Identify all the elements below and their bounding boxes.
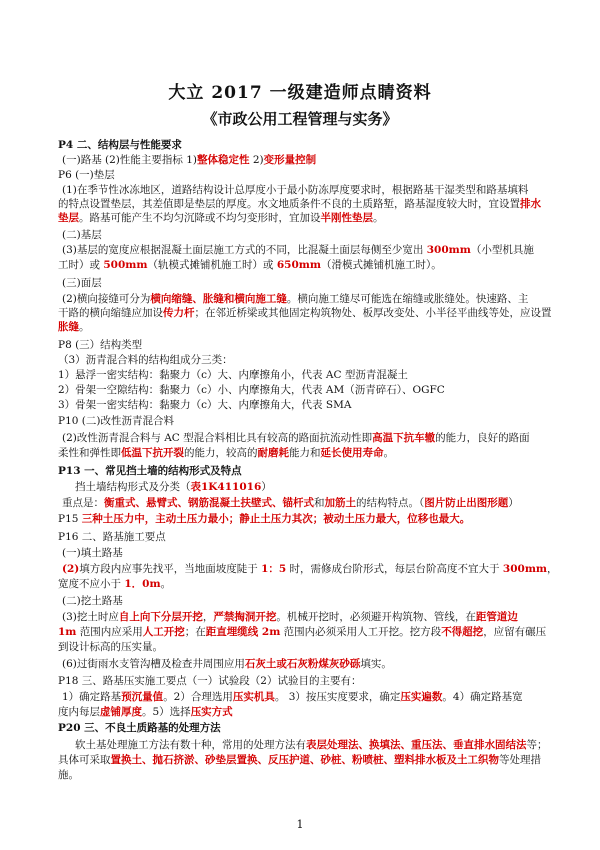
text-line: 度内每层虚铺厚度。5）选择压实方式 — [58, 706, 233, 718]
text-line: 宽度不应小于 1．0m。 — [58, 578, 172, 590]
document-title: 大立 2017 一级建造师点睛资料 — [168, 83, 432, 103]
text-line: (一)路基 (2)性能主要指标 1)整体稳定性 2)变形量控制 — [62, 154, 317, 166]
section-heading: (二)挖土路基 — [62, 595, 123, 607]
section-heading: (一)填土路基 — [62, 547, 123, 559]
text-line: （3）沥青混合料的结构组成分三类： — [58, 354, 233, 366]
section-heading: P10 (二)改性沥青混合料 — [58, 415, 174, 427]
text-line: 1）悬浮一密实结构：黏聚力（c）大、内摩擦角小，代表 AC 型沥青混凝土 — [58, 369, 408, 381]
text-line: (2)改性沥青混合料与 AC 型混合料相比具有较高的路面抗流动性即高温下抗车辙的能力，良好的路面 — [62, 432, 530, 444]
text-line: 的特点设置垫层，其差值即是垫层的厚度。水文地质条件不良的土质路堑，路基湿度较大时，宜设置排水 — [58, 198, 541, 210]
document-subtitle: 《市政公用工程管理与实务》 — [202, 110, 398, 128]
section-heading: P20 三、不良土质路基的处理方法 — [58, 722, 221, 734]
section-heading: P18 三、路基压实施工要点（一）试验段（2）试验目的主要有： — [58, 675, 362, 687]
text-line: (6)过街雨水支管沟槽及检查井周围应用石灰土或石灰粉煤灰砂砾填实。 — [62, 658, 392, 670]
section-heading: (二)基层 — [62, 229, 102, 241]
text-line: 施。 — [58, 769, 79, 781]
section-heading: (三)面层 — [62, 277, 102, 289]
text-line: (2)填方段内应事先找平，当地面坡度陡于 1：5 时，需修成台阶形式，每层台阶高度不宜大于 300mm， — [62, 563, 558, 575]
text-line: 3）骨架一密实结构：黏聚力（c）大、内摩擦角大，代表 SMA — [58, 399, 352, 411]
text-line: 垫层。路基可能产生不均匀沉降或不均匀变形时，宜加设半刚性垫层。 — [58, 212, 384, 224]
page-number: 1 — [296, 818, 304, 831]
text-line: 具体可采取置换土、抛石挤淤、砂垫层置换、反压护道、砂桩、粉喷桩、塑料排水板及土工织物等处理措 — [58, 754, 541, 766]
text-line: 2）骨架一空隙结构：黏聚力（c）小、内摩擦角大，代表 AM（沥青碎石）、OGFC — [58, 384, 445, 396]
text-line: 胀缝。 — [58, 321, 90, 333]
section-heading: P6 (一)垫层 — [58, 169, 115, 181]
text-line: 干路的横向缩缝应加设传力杆；在邻近桥梁或其他固定构筑物处、板厚改变处、小半径平曲线等处，应设置 — [58, 307, 552, 319]
text-line: (3)基层的宽度应根据混凝土面层施工方式的不同，比混凝土面层每侧至少宽出 300mm（小型机具施 — [62, 244, 534, 256]
text-line: (1)在季节性冰冻地区，道路结构设计总厚度小于最小防冻厚度要求时，根据路基干湿类型和路基填料 — [62, 184, 529, 196]
text-line: (2)横向接缝可分为横向缩缝、胀缝和横向施工缝。横向施工缝尽可能选在缩缝或胀缝处。快速路、主 — [62, 293, 529, 305]
text-line: (3)挖土时应自上向下分层开挖，严禁掏洞开挖。机械开挖时，必须避开构筑物、管线，在距管道边 — [62, 611, 518, 623]
section-heading: P8 (三）结构类型 — [58, 339, 143, 351]
text-line: 到设计标高的压实量。 — [58, 641, 163, 653]
text-line: 1m 范围内应采用人工开挖；在距直埋缆线 2m 范围内必须采用人工开挖。挖方段不得超挖，应留有碾压 — [58, 626, 547, 638]
text-line: P15 三种土压力中，主动土压力最小；静止土压力其次；被动土压力最大，位移也最大。 — [58, 513, 471, 525]
section-heading: P13 一、常见挡土墙的结构形式及特点 — [58, 465, 242, 477]
section-heading: P4 二、结构层与性能要求 — [58, 139, 182, 151]
text-line: 工时）或 500mm（轨模式摊铺机施工时）或 650mm（滑模式摊铺机施工时）。 — [58, 259, 442, 271]
text-line: 挡土墙结构形式及分类（表1K411016） — [75, 481, 272, 493]
text-line: 软土基处理施工方法有数十种，常用的处理方法有表层处理法、换填法、重压法、垂直排水固结法等； — [75, 739, 548, 751]
section-heading: P16 二、路基施工要点 — [58, 531, 166, 543]
text-line: 柔性和弹性即低温下抗开裂的能力，较高的耐磨耗能力和延长使用寿命。 — [58, 447, 394, 459]
text-line: 1）确定路基预沉量值。2）合理选用压实机具。 3）按压实度要求，确定压实遍数。4）确定路基宽 — [62, 691, 523, 703]
text-line: 重点是：衡重式、悬臂式、钢筋混凝土扶壁式、锚杆式和加筋土的结构特点。（图片防止出图形题） — [62, 497, 519, 509]
